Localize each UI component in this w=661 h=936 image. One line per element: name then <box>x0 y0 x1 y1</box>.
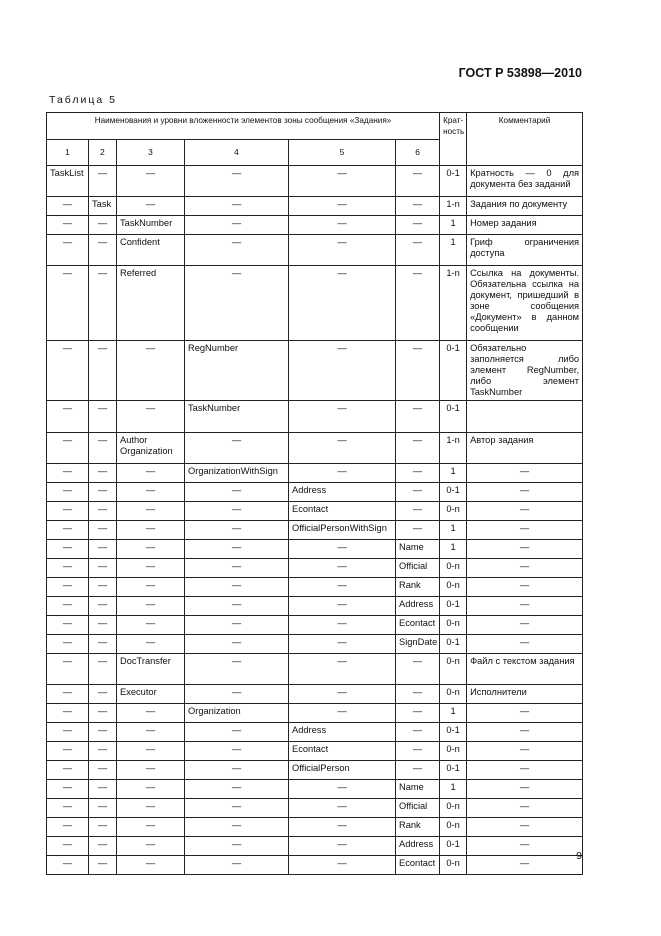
level-1-cell: — <box>47 578 89 597</box>
level-4-cell: RegNumber <box>185 341 289 401</box>
standard-number: ГОСТ Р 53898—2010 <box>458 66 582 80</box>
level-2-cell: — <box>89 837 117 856</box>
header-group: Наименования и уровни вложенности элементов зоны сообщения «Задания» <box>47 113 440 140</box>
level-5-cell: — <box>289 837 396 856</box>
level-6-cell: — <box>396 341 440 401</box>
level-4-cell: — <box>185 521 289 540</box>
table-row <box>47 597 583 616</box>
level-5-cell: — <box>289 578 396 597</box>
level-5-cell: OfficialPerson <box>289 761 396 780</box>
comment-cell: — <box>467 780 583 799</box>
level-5-cell: — <box>289 216 396 235</box>
level-1-cell: — <box>47 635 89 654</box>
level-5-cell: OfficialPersonWithSign <box>289 521 396 540</box>
level-1-cell: — <box>47 818 89 837</box>
level-3-cell: — <box>117 559 185 578</box>
comment-cell: — <box>467 818 583 837</box>
level-6-cell: SignDate <box>396 635 440 654</box>
level-number: 6 <box>396 140 440 166</box>
table-row <box>47 856 583 875</box>
level-2-cell: — <box>89 483 117 502</box>
level-3-cell: — <box>117 521 185 540</box>
level-1-cell: — <box>47 341 89 401</box>
level-6-cell: Name <box>396 780 440 799</box>
level-2-cell: — <box>89 818 117 837</box>
level-6-cell: Rank <box>396 818 440 837</box>
level-4-cell: — <box>185 654 289 685</box>
level-5-cell: Econtact <box>289 502 396 521</box>
multiplicity-cell: 0-n <box>440 742 467 761</box>
level-2-cell: Task <box>89 197 117 216</box>
table-row <box>47 216 583 235</box>
elements-table <box>46 112 583 875</box>
level-4-cell: — <box>185 799 289 818</box>
level-2-cell: — <box>89 723 117 742</box>
multiplicity-cell: 0-1 <box>440 837 467 856</box>
level-3-cell: Executor <box>117 685 185 704</box>
level-2-cell: — <box>89 597 117 616</box>
level-2-cell: — <box>89 502 117 521</box>
level-4-cell: — <box>185 540 289 559</box>
level-4-cell: — <box>185 166 289 197</box>
multiplicity-cell: 0-n <box>440 616 467 635</box>
level-6-cell: Econtact <box>396 856 440 875</box>
level-5-cell: — <box>289 597 396 616</box>
level-2-cell: — <box>89 654 117 685</box>
level-4-cell: — <box>185 502 289 521</box>
level-3-cell: — <box>117 341 185 401</box>
level-4-cell: — <box>185 856 289 875</box>
multiplicity-cell: 1 <box>440 464 467 483</box>
level-6-cell: — <box>396 401 440 433</box>
level-5-cell: — <box>289 780 396 799</box>
table-row <box>47 464 583 483</box>
level-4-cell: — <box>185 742 289 761</box>
multiplicity-cell: 1 <box>440 704 467 723</box>
comment-cell: — <box>467 761 583 780</box>
comment-cell: Автор задания <box>467 433 583 464</box>
multiplicity-cell: 1 <box>440 216 467 235</box>
level-6-cell: — <box>396 704 440 723</box>
comment-cell: Номер задания <box>467 216 583 235</box>
multiplicity-cell: 0-n <box>440 856 467 875</box>
level-5-cell: — <box>289 235 396 266</box>
multiplicity-cell: 1 <box>440 235 467 266</box>
level-5-cell: — <box>289 341 396 401</box>
level-2-cell: — <box>89 578 117 597</box>
level-5-cell: Address <box>289 483 396 502</box>
level-3-cell: — <box>117 166 185 197</box>
level-5-cell: — <box>289 685 396 704</box>
level-number: 5 <box>289 140 396 166</box>
level-5-cell: — <box>289 266 396 341</box>
level-3-cell: — <box>117 401 185 433</box>
level-2-cell: — <box>89 166 117 197</box>
level-3-cell: — <box>117 799 185 818</box>
multiplicity-cell: 0-1 <box>440 761 467 780</box>
level-5-cell: — <box>289 818 396 837</box>
table-row <box>47 401 583 433</box>
level-5-cell: — <box>289 856 396 875</box>
comment-cell <box>467 401 583 433</box>
multiplicity-cell: 0-1 <box>440 597 467 616</box>
table-row <box>47 235 583 266</box>
comment-cell: Задания по документу <box>467 197 583 216</box>
table-row <box>47 780 583 799</box>
table-row <box>47 483 583 502</box>
multiplicity-cell: 0-n <box>440 559 467 578</box>
level-3-cell: — <box>117 780 185 799</box>
level-1-cell: — <box>47 483 89 502</box>
level-5-cell: — <box>289 704 396 723</box>
level-3-cell: — <box>117 635 185 654</box>
level-5-cell: — <box>289 616 396 635</box>
level-1-cell: — <box>47 464 89 483</box>
level-5-cell: — <box>289 197 396 216</box>
level-1-cell: — <box>47 761 89 780</box>
level-2-cell: — <box>89 216 117 235</box>
level-4-cell: — <box>185 266 289 341</box>
level-number: 2 <box>89 140 117 166</box>
comment-cell: — <box>467 635 583 654</box>
level-6-cell: — <box>396 197 440 216</box>
table-row <box>47 723 583 742</box>
table-row <box>47 742 583 761</box>
level-3-cell: — <box>117 464 185 483</box>
table-row <box>47 502 583 521</box>
comment-cell: — <box>467 464 583 483</box>
level-1-cell: — <box>47 540 89 559</box>
table-row <box>47 559 583 578</box>
multiplicity-cell: 0-1 <box>440 341 467 401</box>
level-4-cell: — <box>185 216 289 235</box>
table-row <box>47 761 583 780</box>
multiplicity-cell: 0-n <box>440 654 467 685</box>
level-6-cell: — <box>396 216 440 235</box>
multiplicity-cell: 1-n <box>440 266 467 341</box>
level-1-cell: — <box>47 266 89 341</box>
level-2-cell: — <box>89 464 117 483</box>
level-3-cell: — <box>117 197 185 216</box>
level-1-cell: — <box>47 502 89 521</box>
multiplicity-cell: 0-1 <box>440 401 467 433</box>
level-4-cell: Organization <box>185 704 289 723</box>
level-1-cell: — <box>47 723 89 742</box>
table-row <box>47 799 583 818</box>
comment-cell: Исполнители <box>467 685 583 704</box>
level-1-cell: — <box>47 197 89 216</box>
multiplicity-cell: 0-n <box>440 502 467 521</box>
level-5-cell: — <box>289 635 396 654</box>
level-4-cell: — <box>185 578 289 597</box>
level-5-cell: — <box>289 654 396 685</box>
level-6-cell: — <box>396 464 440 483</box>
table-row <box>47 197 583 216</box>
comment-cell: — <box>467 799 583 818</box>
level-4-cell: TaskNumber <box>185 401 289 433</box>
level-2-cell: — <box>89 266 117 341</box>
level-2-cell: — <box>89 521 117 540</box>
level-4-cell: — <box>185 483 289 502</box>
level-4-cell: — <box>185 780 289 799</box>
multiplicity-cell: 0-1 <box>440 635 467 654</box>
comment-cell: Обязательно заполняется либо элемент RegNumber, либо элемент TaskNumber <box>467 341 583 401</box>
table-row <box>47 166 583 197</box>
level-5-cell: Address <box>289 723 396 742</box>
level-6-cell: — <box>396 235 440 266</box>
multiplicity-cell: 1 <box>440 780 467 799</box>
multiplicity-cell: 0-n <box>440 578 467 597</box>
level-3-cell: — <box>117 616 185 635</box>
level-3-cell: Author Organization <box>117 433 185 464</box>
multiplicity-cell: 1-n <box>440 433 467 464</box>
level-3-cell: — <box>117 818 185 837</box>
level-6-cell: — <box>396 266 440 341</box>
comment-cell: — <box>467 559 583 578</box>
level-1-cell: — <box>47 780 89 799</box>
level-number: 4 <box>185 140 289 166</box>
table-row <box>47 341 583 401</box>
level-1-cell: — <box>47 856 89 875</box>
table-row <box>47 433 583 464</box>
level-2-cell: — <box>89 635 117 654</box>
multiplicity-cell: 0-n <box>440 818 467 837</box>
level-2-cell: — <box>89 341 117 401</box>
level-4-cell: — <box>185 433 289 464</box>
multiplicity-cell: 0-n <box>440 685 467 704</box>
level-2-cell: — <box>89 401 117 433</box>
level-5-cell: — <box>289 464 396 483</box>
level-6-cell: Address <box>396 837 440 856</box>
table-row <box>47 540 583 559</box>
level-6-cell: — <box>396 166 440 197</box>
level-1-cell: — <box>47 685 89 704</box>
level-3-cell: — <box>117 704 185 723</box>
table-row <box>47 635 583 654</box>
table-row <box>47 704 583 723</box>
level-4-cell: — <box>185 559 289 578</box>
level-5-cell: — <box>289 799 396 818</box>
level-3-cell: Referred <box>117 266 185 341</box>
comment-cell: — <box>467 723 583 742</box>
level-2-cell: — <box>89 685 117 704</box>
level-3-cell: DocTransfer <box>117 654 185 685</box>
level-6-cell: — <box>396 742 440 761</box>
comment-cell: — <box>467 540 583 559</box>
page-number: 9 <box>576 850 582 862</box>
level-1-cell: — <box>47 216 89 235</box>
level-4-cell: — <box>185 235 289 266</box>
level-6-cell: — <box>396 685 440 704</box>
comment-cell: — <box>467 502 583 521</box>
comment-cell: — <box>467 856 583 875</box>
level-1-cell: — <box>47 616 89 635</box>
multiplicity-cell: 0-1 <box>440 483 467 502</box>
level-3-cell: — <box>117 761 185 780</box>
comment-cell: — <box>467 597 583 616</box>
level-6-cell: Name <box>396 540 440 559</box>
level-1-cell: — <box>47 799 89 818</box>
level-6-cell: — <box>396 433 440 464</box>
level-4-cell: OrganizationWithSign <box>185 464 289 483</box>
comment-cell: Гриф ограничения доступа <box>467 235 583 266</box>
level-2-cell: — <box>89 559 117 578</box>
level-1-cell: TaskList <box>47 166 89 197</box>
comment-cell: Файл с текстом задания <box>467 654 583 685</box>
level-2-cell: — <box>89 704 117 723</box>
level-1-cell: — <box>47 521 89 540</box>
table-row <box>47 616 583 635</box>
multiplicity-cell: 1 <box>440 521 467 540</box>
level-2-cell: — <box>89 780 117 799</box>
header-comment: Комментарий <box>467 113 583 166</box>
level-5-cell: — <box>289 401 396 433</box>
table-row <box>47 266 583 341</box>
level-3-cell: — <box>117 723 185 742</box>
multiplicity-cell: 1-n <box>440 197 467 216</box>
table-row <box>47 578 583 597</box>
level-4-cell: — <box>185 597 289 616</box>
level-4-cell: — <box>185 818 289 837</box>
level-2-cell: — <box>89 742 117 761</box>
level-1-cell: — <box>47 235 89 266</box>
level-2-cell: — <box>89 856 117 875</box>
level-3-cell: Confident <box>117 235 185 266</box>
level-6-cell: — <box>396 654 440 685</box>
level-4-cell: — <box>185 197 289 216</box>
level-number: 3 <box>117 140 185 166</box>
table-row <box>47 521 583 540</box>
level-1-cell: — <box>47 837 89 856</box>
level-2-cell: — <box>89 433 117 464</box>
comment-cell: — <box>467 521 583 540</box>
comment-cell: — <box>467 578 583 597</box>
level-5-cell: — <box>289 559 396 578</box>
level-3-cell: — <box>117 540 185 559</box>
comment-cell: — <box>467 483 583 502</box>
comment-cell: — <box>467 704 583 723</box>
level-5-cell: — <box>289 166 396 197</box>
level-2-cell: — <box>89 799 117 818</box>
level-6-cell: — <box>396 761 440 780</box>
level-1-cell: — <box>47 742 89 761</box>
level-4-cell: — <box>185 761 289 780</box>
multiplicity-cell: 0-n <box>440 799 467 818</box>
level-6-cell: — <box>396 723 440 742</box>
level-6-cell: Address <box>396 597 440 616</box>
level-1-cell: — <box>47 559 89 578</box>
level-1-cell: — <box>47 433 89 464</box>
comment-cell: Кратность — 0 для документа без заданий <box>467 166 583 197</box>
level-5-cell: — <box>289 433 396 464</box>
level-1-cell: — <box>47 654 89 685</box>
level-6-cell: Official <box>396 799 440 818</box>
multiplicity-cell: 0-1 <box>440 723 467 742</box>
level-6-cell: — <box>396 502 440 521</box>
multiplicity-cell: 1 <box>440 540 467 559</box>
level-3-cell: — <box>117 837 185 856</box>
level-5-cell: — <box>289 540 396 559</box>
level-4-cell: — <box>185 685 289 704</box>
comment-cell: — <box>467 616 583 635</box>
level-6-cell: — <box>396 521 440 540</box>
level-3-cell: — <box>117 597 185 616</box>
level-3-cell: — <box>117 483 185 502</box>
level-2-cell: — <box>89 540 117 559</box>
comment-cell: — <box>467 837 583 856</box>
level-2-cell: — <box>89 761 117 780</box>
level-1-cell: — <box>47 401 89 433</box>
level-6-cell: Rank <box>396 578 440 597</box>
level-4-cell: — <box>185 635 289 654</box>
level-4-cell: — <box>185 723 289 742</box>
table-row <box>47 837 583 856</box>
table-row <box>47 654 583 685</box>
level-1-cell: — <box>47 704 89 723</box>
level-2-cell: — <box>89 616 117 635</box>
level-3-cell: — <box>117 578 185 597</box>
level-3-cell: — <box>117 502 185 521</box>
level-4-cell: — <box>185 837 289 856</box>
level-6-cell: Econtact <box>396 616 440 635</box>
multiplicity-cell: 0-1 <box>440 166 467 197</box>
table-caption: Таблица 5 <box>49 94 117 106</box>
comment-cell: — <box>467 742 583 761</box>
level-4-cell: — <box>185 616 289 635</box>
level-5-cell: Econtact <box>289 742 396 761</box>
header-multiplicity: Крат-ность <box>440 113 467 166</box>
level-3-cell: TaskNumber <box>117 216 185 235</box>
table-row <box>47 818 583 837</box>
level-1-cell: — <box>47 597 89 616</box>
table-row <box>47 685 583 704</box>
comment-cell: Ссылка на документы. Обязательна ссылка на документ, пришедший в зоне сообщения «Документ» в данном сообщении <box>467 266 583 341</box>
table-header-row <box>47 113 583 140</box>
level-3-cell: — <box>117 856 185 875</box>
level-number: 1 <box>47 140 89 166</box>
level-2-cell: — <box>89 235 117 266</box>
level-6-cell: Official <box>396 559 440 578</box>
level-3-cell: — <box>117 742 185 761</box>
level-6-cell: — <box>396 483 440 502</box>
